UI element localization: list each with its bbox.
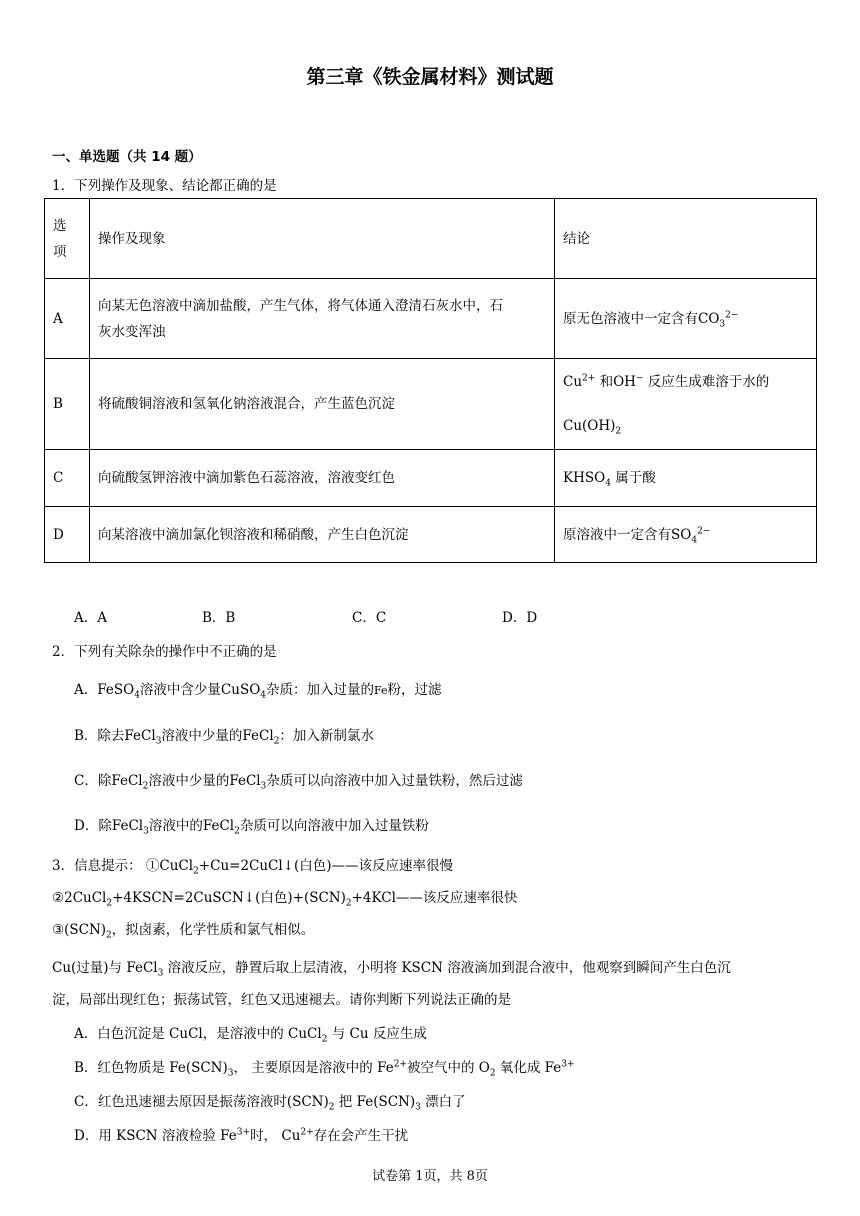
header-option: 选项	[45, 199, 90, 279]
q2-option-b[interactable]: B．除去FeCl$_3$溶液中少量的FeCl$_2$：加入新制氯水	[74, 728, 374, 747]
q2-stem: 2．下列有关除杂的操作中不正确的是	[52, 644, 277, 660]
section-heading: 一、单选题（共 14 题）	[52, 149, 202, 165]
q3-option-a[interactable]: A．白色沉淀是 CuCl，是溶液中的 CuCl$_2$ 与 Cu 反应生成	[74, 1026, 427, 1045]
row-operation: 向硫酸氢钾溶液中滴加紫色石蕊溶液，溶液变红色	[90, 450, 555, 507]
row-option: D	[45, 507, 90, 563]
row-option: B	[45, 359, 90, 450]
header-operation: 操作及现象	[90, 199, 555, 279]
choice-b[interactable]: B．B	[202, 610, 236, 626]
row-conclusion: 原无色溶液中一定含有$CO_3^{2-}$	[555, 279, 817, 359]
q3-option-c[interactable]: C．红色迅速褪去原因是振荡溶液时$(SCN)_2$ 把 $Fe(SCN)_3$ 漂白了	[74, 1094, 466, 1113]
q3-info-1: 3．信息提示： ①CuCl$_2$+Cu=2CuCl↓(白色)——该反应速率很慢	[52, 858, 454, 877]
page-footer: 试卷第 1页，共 8页	[372, 1169, 488, 1184]
table-row	[45, 450, 817, 507]
table-row	[45, 279, 817, 359]
q3-option-d[interactable]: D．用 KSCN 溶液检验 $Fe^{3+}$时， $Cu^{2+}$存在会产生干扰	[74, 1127, 409, 1144]
q2-option-d[interactable]: D．除FeCl$_3$溶液中的FeCl$_2$杂质可以向溶液中加入过量铁粉	[74, 818, 429, 837]
row-operation: 向某无色溶液中滴加盐酸，产生气体，将气体通入澄清石灰水中，石 灰水变浑浊	[90, 279, 555, 359]
row-operation: 向某溶液中滴加氯化钡溶液和稀硝酸，产生白色沉淀	[90, 507, 555, 563]
row-conclusion: $KHSO_4$ 属于酸	[555, 450, 817, 507]
page-title: 第三章《铁金属材料》测试题	[306, 66, 554, 88]
row-option: C	[45, 450, 90, 507]
header-conclusion: 结论	[555, 199, 817, 279]
q3-option-b[interactable]: B．红色物质是 $Fe(SCN)_3$， 主要原因是溶液中的 $Fe^{2+}$被空气中的 $O_2$ 氧化成 $Fe^{3+}$	[74, 1059, 575, 1079]
q3-stem-line-2: 淀，局部出现红色；振荡试管，红色又迅速褪去。请你判断下列说法正确的是	[52, 992, 511, 1008]
q3-stem-line-1: Cu(过量)与 FeCl$_3$ 溶液反应，静置后取上层清液，小明将 KSCN 溶液滴加到混合液中，他观察到瞬间产生白色沉	[52, 960, 731, 979]
table-row	[45, 199, 817, 279]
row-option: A	[45, 279, 90, 359]
choice-d[interactable]: D．D	[502, 610, 538, 626]
table-row	[45, 359, 817, 450]
table-row	[45, 507, 817, 563]
row-conclusion: 原溶液中一定含有$SO_4^{2-}$	[555, 507, 817, 563]
row-conclusion: $Cu^{2+}$ 和OH− 反应生成难溶于水的 $Cu(OH)_2$	[555, 359, 817, 450]
q3-info-2: ②2CuCl$_2$+4KSCN=2CuSCN↓(白色)$+(SCN)_2+4KCl——$该反应速率很快	[52, 890, 518, 909]
row-operation: 将硫酸铜溶液和氢氧化钠溶液混合，产生蓝色沉淀	[90, 359, 555, 450]
q3-info-3: $③(SCN)_2$，拟卤素，化学性质和氯气相似。	[52, 922, 315, 941]
q1-stem: 1．下列操作及现象、结论都正确的是	[52, 178, 277, 194]
q1-table	[44, 198, 817, 563]
q2-option-c[interactable]: C．除FeCl$_2$溶液中少量的FeCl$_3$杂质可以向溶液中加入过量铁粉，然后过滤	[74, 773, 523, 792]
q2-option-a[interactable]: A．FeSO$_4$溶液中含少量CuSO$_4$杂质：加入过量的Fe粉，过滤	[74, 682, 442, 701]
choice-c[interactable]: C．C	[352, 610, 387, 626]
choice-a[interactable]: A．A	[74, 610, 107, 626]
